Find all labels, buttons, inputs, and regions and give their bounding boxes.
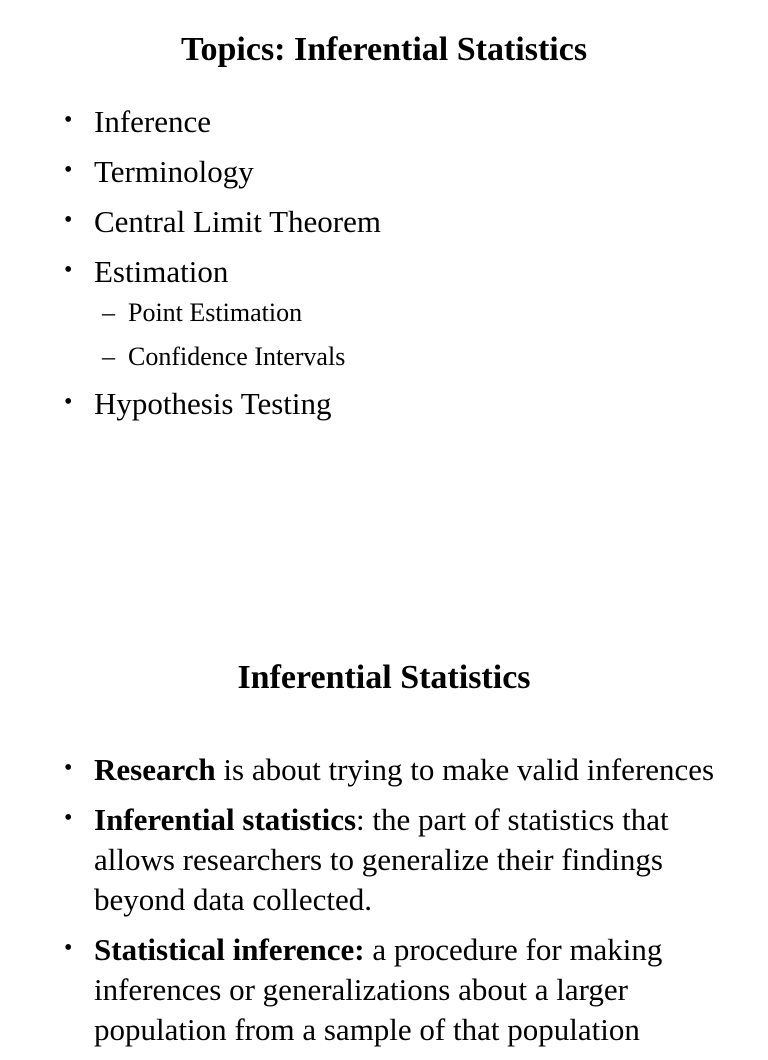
list-item — [0, 102, 768, 142]
sub-list-item-text: Confidence Intervals — [128, 342, 346, 371]
list-item — [0, 384, 768, 424]
dash-icon: – — [102, 298, 115, 327]
bullet-icon: • — [64, 107, 73, 133]
term-bold: Statistical inference: — [94, 932, 365, 967]
bullet-icon: • — [64, 157, 73, 183]
bullet-icon: • — [64, 207, 73, 233]
list-item — [0, 252, 768, 374]
bullet-list — [0, 750, 768, 1060]
term-bold: Research — [94, 752, 216, 787]
bullet-icon: • — [64, 257, 73, 283]
term-bold: Inferential statistics — [94, 802, 357, 837]
sub-list-item — [94, 296, 728, 330]
slide-title: Topics: Inferential Statistics — [180, 31, 588, 68]
bullet-list — [0, 102, 768, 434]
dash-icon: – — [102, 342, 115, 371]
slide-title: Inferential Statistics — [237, 659, 531, 696]
sub-list-item — [94, 340, 728, 374]
sub-list — [94, 296, 728, 374]
list-item-text: Inference — [94, 104, 212, 139]
list-item — [0, 750, 768, 790]
term-definition: : the part of statistics that allows researchers to generalize their findings beyond data collected. — [94, 802, 669, 917]
list-item — [0, 202, 768, 242]
list-item — [0, 152, 768, 192]
list-item-text: Central Limit Theorem — [94, 204, 381, 239]
list-item — [0, 930, 768, 1050]
list-item — [0, 800, 768, 920]
bullet-icon: • — [64, 935, 73, 961]
list-item-text: Hypothesis Testing — [94, 386, 332, 421]
list-item-text: Terminology — [94, 154, 254, 189]
list-item-text: Estimation — [94, 254, 229, 289]
bullet-icon: • — [64, 805, 73, 831]
bullet-icon: • — [64, 389, 73, 415]
term-definition: a procedure for making inferences or generalizations about a larger population from a sample of that population — [94, 932, 663, 1047]
term-definition: is about trying to make valid inferences — [215, 752, 715, 787]
bullet-icon: • — [64, 755, 73, 781]
sub-list-item-text: Point Estimation — [128, 298, 303, 327]
